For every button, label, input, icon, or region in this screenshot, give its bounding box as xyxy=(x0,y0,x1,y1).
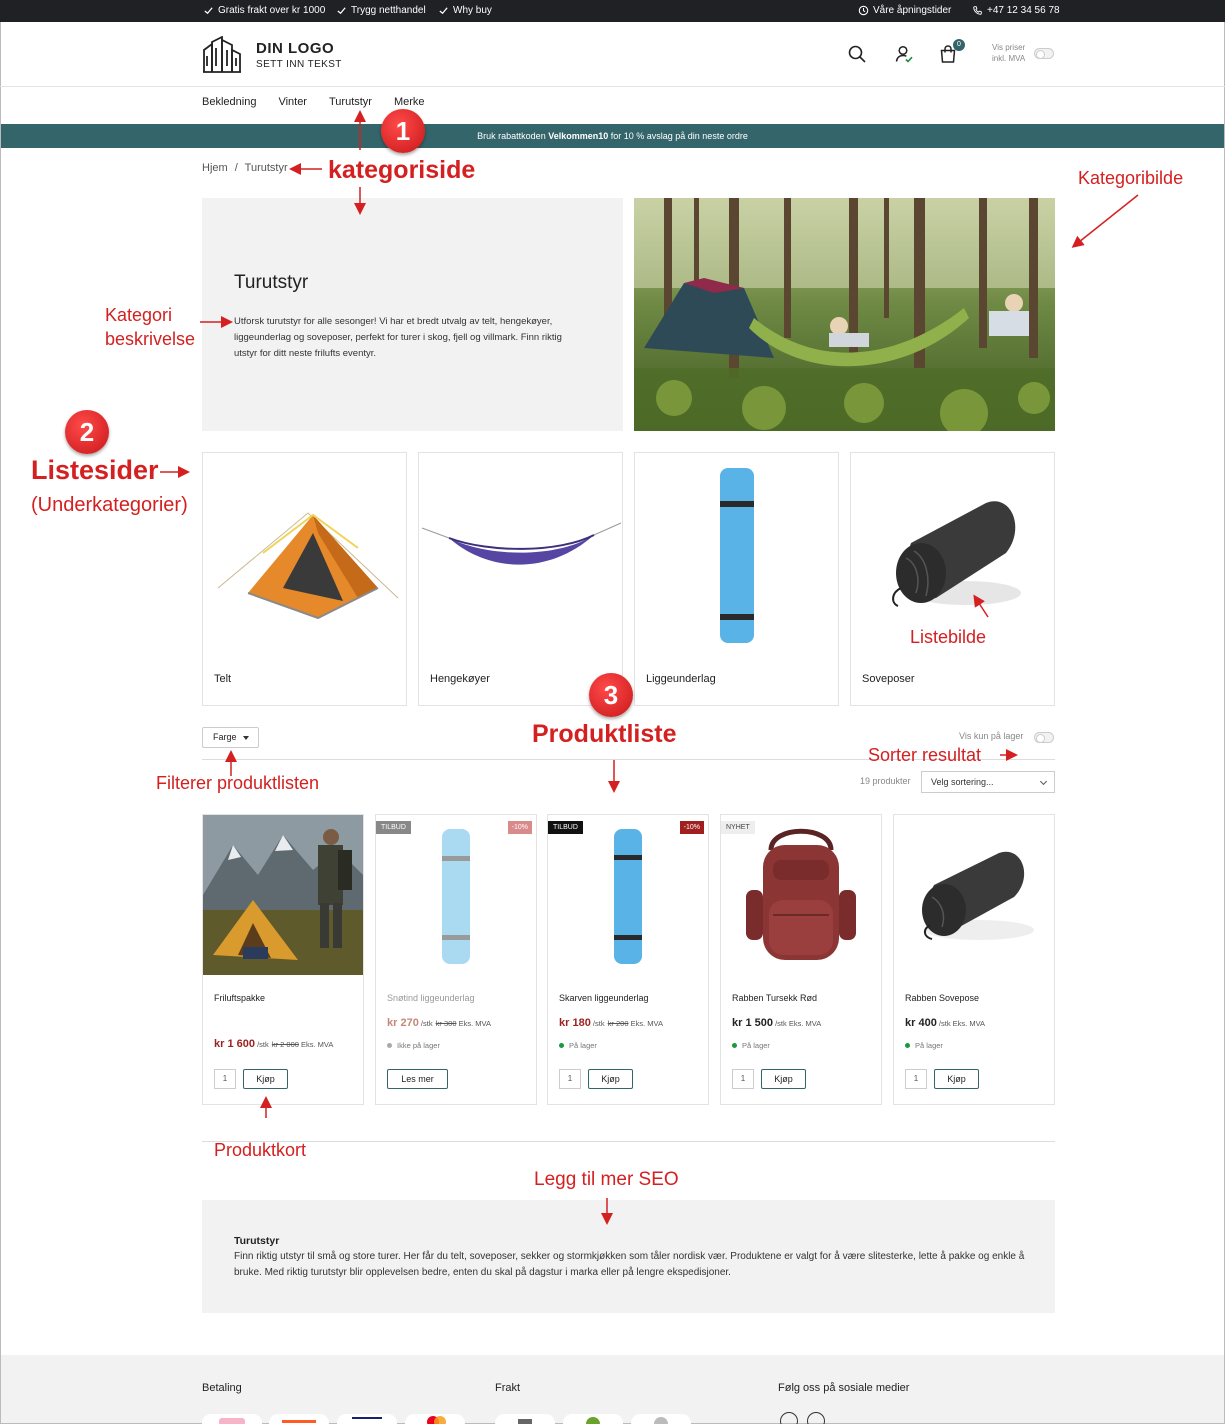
product-count: 19 produkter xyxy=(860,776,911,786)
annotation-produktkort: Produktkort xyxy=(214,1140,307,1160)
footer-payment-heading: Betaling xyxy=(202,1382,242,1394)
subcategory-label: Liggeunderlag xyxy=(646,673,716,685)
stock-status: På lager xyxy=(559,1041,597,1050)
logo-subtitle: SETT INN TEKST xyxy=(256,59,342,70)
step-badge-1: 1 xyxy=(381,109,425,153)
product-price: kr 180 /stk kr 200 Eks. MVA xyxy=(559,1017,663,1029)
opening-hours-label: Våre åpningstider xyxy=(873,5,952,16)
footer-shipping-heading: Frakt xyxy=(495,1382,521,1394)
seo-title: Turutstyr xyxy=(234,1235,280,1247)
buy-button[interactable]: Kjøp xyxy=(761,1069,806,1089)
annotation-seo: Legg til mer SEO xyxy=(534,1169,679,1190)
promo-suffix: for 10 % avslag på din neste ordre xyxy=(608,131,748,141)
nav-item-bekledning[interactable]: Bekledning xyxy=(202,96,257,108)
nav-item-vinter[interactable]: Vinter xyxy=(278,96,307,108)
step-badge-2: 2 xyxy=(65,410,109,454)
breadcrumb-separator: / xyxy=(234,162,238,174)
product-name[interactable]: Skarven liggeunderlag xyxy=(559,993,649,1003)
benefit-label[interactable]: Why buy xyxy=(453,5,492,16)
stock-toggle-label: Vis kun på lager xyxy=(959,731,1024,741)
promo-prefix: Bruk rabattkoden xyxy=(477,131,549,141)
annotation-kategoriside: kategoriside xyxy=(328,156,476,184)
quantity-input[interactable]: 1 xyxy=(559,1069,581,1089)
annotation-filterer: Filterer produktlisten xyxy=(156,773,320,793)
cart-count-badge: 0 xyxy=(953,39,965,51)
buy-button[interactable]: Kjøp xyxy=(243,1069,288,1089)
product-name[interactable]: Snøtind liggeunderlag xyxy=(387,993,475,1003)
phone-number: +47 12 34 56 78 xyxy=(987,5,1060,16)
seo-text: Finn riktig utstyr til små og store turer. Her får du telt, soveposer, sekker og stormkjøkken som tåler nordisk vær. Produktene er valgt for å være slitesterke, lette å pakke og enkle å bruke. Med riktig turutstyr blir opplevelsen bedre, enten du skal på dagstur i marka eller på lengre ekspedisjoner. xyxy=(234,1251,1025,1278)
filter-label: Farge xyxy=(213,732,237,742)
footer-social-heading: Følg oss på sosiale medier xyxy=(778,1382,910,1394)
annotation-listesider: Listesider xyxy=(31,455,159,485)
annotation-kategori-beskrivelse: Kategori beskrivelse xyxy=(105,305,196,349)
price-toggle-label: Vis priser inkl. MVA xyxy=(992,43,1026,63)
step-badge-3: 3 xyxy=(589,673,633,717)
subcategory-label: Telt xyxy=(214,673,232,685)
tag-badge: TILBUD xyxy=(548,821,583,834)
benefit-label: Gratis frakt over kr 1000 xyxy=(218,5,326,16)
product-name[interactable]: Friluftspakke xyxy=(214,993,266,1003)
sort-placeholder: Velg sortering... xyxy=(931,777,994,787)
annotation-underkategorier: (Underkategorier) xyxy=(31,494,188,516)
product-price: kr 1 600 /stk kr 2 000 Eks. MVA xyxy=(214,1038,334,1050)
category-description: Utforsk turutstyr for alle sesonger! Vi har et bredt utvalg av telt, hengekøyer, liggeunderlag og soveposer, perfekt for turer i skog, fjell og villmark. Finn riktig utstyr for ditt neste frilufts eventyr. xyxy=(234,316,562,359)
product-name[interactable]: Rabben Sovepose xyxy=(905,993,980,1003)
promo-code: Velkommen10 xyxy=(548,131,609,141)
discount-badge: -10% xyxy=(508,821,532,834)
product-price: kr 400 /stk Eks. MVA xyxy=(905,1017,986,1029)
page-title: Turutstyr xyxy=(234,272,309,293)
read-more-button[interactable]: Les mer xyxy=(387,1069,448,1089)
quantity-input[interactable]: 1 xyxy=(905,1069,927,1089)
product-name[interactable]: Rabben Tursekk Rød xyxy=(732,993,818,1003)
breadcrumb-home[interactable]: Hjem xyxy=(202,162,228,174)
stock-status: På lager xyxy=(732,1041,770,1050)
subcategory-label: Soveposer xyxy=(862,673,915,685)
benefit-label: Trygg netthandel xyxy=(351,5,426,16)
nav-item-merke[interactable]: Merke xyxy=(393,96,425,108)
annotation-produktliste: Produktliste xyxy=(532,720,677,748)
annotation-sorter-resultat: Sorter resultat xyxy=(868,745,982,765)
buy-button[interactable]: Kjøp xyxy=(588,1069,633,1089)
stock-status: Ikke på lager xyxy=(387,1041,440,1050)
logo-title: DIN LOGO xyxy=(256,40,335,57)
tag-badge: NYHET xyxy=(721,821,755,834)
subcategory-label: Hengekøyer xyxy=(430,673,490,685)
quantity-input[interactable]: 1 xyxy=(214,1069,236,1089)
buy-button[interactable]: Kjøp xyxy=(934,1069,979,1089)
annotation-listebilde: Listebilde xyxy=(910,627,987,647)
nav-item-turutstyr[interactable]: Turutstyr xyxy=(328,96,372,108)
quantity-input[interactable]: 1 xyxy=(732,1069,754,1089)
annotation-kategoribilde: Kategoribilde xyxy=(1078,168,1184,188)
discount-badge: -10% xyxy=(680,821,704,834)
product-price: kr 270 /stk kr 300 Eks. MVA xyxy=(387,1017,491,1029)
tag-badge: TILBUD xyxy=(376,821,411,834)
breadcrumb-current: Turutstyr xyxy=(244,162,288,174)
product-price: kr 1 500 /stk Eks. MVA xyxy=(732,1017,822,1029)
stock-status: På lager xyxy=(905,1041,943,1050)
